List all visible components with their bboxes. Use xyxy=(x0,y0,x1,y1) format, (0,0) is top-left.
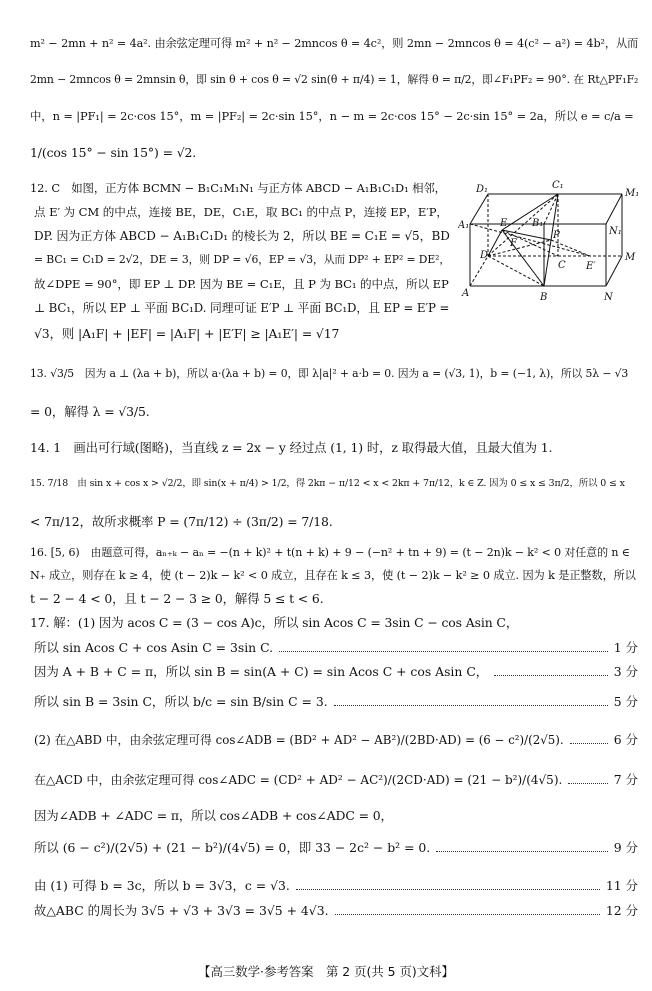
seg-DB xyxy=(488,256,544,286)
leader-dots xyxy=(494,675,608,676)
q17-step xyxy=(34,732,638,748)
label-A: A xyxy=(462,288,470,299)
q16-line-2: N₊ 成立，则存在 k ≥ 4，使 (t − 2)k − k² < 0 成立，且存在 k ≤ 3，使 (t − 2)k − k² ≥ 0 成立. 因为 k 是正整数，所以 xyxy=(30,569,636,582)
q13-line-2: = 0，解得 λ = √3/5. xyxy=(30,404,150,419)
step-text: 故△ABC 的周长为 3√5 + √3 + 3√3 = 3√5 + 4√3. xyxy=(34,903,329,918)
label-F: F xyxy=(510,238,517,249)
q16-line-3: t − 2 − 4 < 0，且 t − 2 − 3 ≥ 0，解得 5 ≤ t < 6. xyxy=(30,591,324,606)
edge-A1D1 xyxy=(470,194,488,224)
step-text: 由 (1) 可得 b = 3c，所以 b = 3√3，c = √3. xyxy=(34,878,290,893)
edge-N1M1 xyxy=(606,194,622,224)
q17-step xyxy=(34,640,638,656)
leader-dots xyxy=(296,889,600,890)
q12-line-7: √3，则 |A₁F| + |EF| = |A₁F| + |E′F| ≥ |A₁E′| = √17 xyxy=(34,326,340,341)
label-P: P xyxy=(553,230,560,241)
q17-step xyxy=(34,694,638,710)
q17-step xyxy=(34,840,638,856)
page-footer: 【高三数学·参考答案 第 2 页(共 5 页)文科】 xyxy=(198,964,454,979)
label-E: E xyxy=(500,218,508,229)
leader-dots xyxy=(334,705,608,706)
seg-PE2 xyxy=(551,240,590,256)
step-text: (2) 在△ABD 中，由余弦定理可得 cos∠ADB = (BD² + AD² − AB²)/(2BD·AD) = (6 − c²)/(2√5). xyxy=(34,733,564,747)
q12-line-6: ⊥ BC₁，所以 EP ⊥ 平面 BC₁D. 同理可证 E′P ⊥ 平面 BC₁D，且 EP = E′P = xyxy=(34,301,450,315)
step-text: 所以 sin Acos C + cos Asin C = 3sin C. xyxy=(34,640,274,655)
leader-dots xyxy=(335,914,600,915)
q17-step xyxy=(34,664,638,680)
leader-dots xyxy=(570,743,608,744)
q15-line-2: < 7π/12，故所求概率 P = (7π/12) ÷ (3π/2) = 7/18. xyxy=(30,514,333,529)
q12-line-4: = BC₁ = C₁D = 2√2，DE = 3，则 DP = √6，EP = √3，从而 DP² + EP² = DE²， xyxy=(34,253,451,266)
cube-diagram xyxy=(458,176,648,316)
step-points: 5 分 xyxy=(613,694,638,709)
label-A1: A₁ xyxy=(458,220,470,231)
label-D1: D₁ xyxy=(476,184,489,195)
q17-step xyxy=(34,772,638,788)
step-points: 7 分 xyxy=(613,772,638,787)
label-C: C xyxy=(558,260,566,271)
q17-step xyxy=(34,878,638,894)
label-B1: B₁ xyxy=(532,218,544,229)
step-text: 在△ACD 中，由余弦定理可得 cos∠ADC = (CD² + AD² − AC²)/(2CD·AD) = (21 − b²)/(4√5). xyxy=(34,773,563,787)
step-points: 3 分 xyxy=(613,664,638,679)
leader-dots xyxy=(436,851,608,852)
q16-line-1: 16. [5, 6) 由题意可得，aₙ₊ₖ − aₙ = −(n + k)² + t(n + k) + 9 − (−n² + tn + 9) = (t − 2n)k − k² < 0 对任意的 n ∈ xyxy=(30,546,630,559)
q14-line-1: 14. 1 画出可行域(图略)，当直线 z = 2x − y 经过点 (1, 1) 时，z 取得最大值，且最大值为 1. xyxy=(30,440,553,455)
step-points: 9 分 xyxy=(613,840,638,855)
q15-line-1: 15. 7/18 由 sin x + cos x > √2/2，即 sin(x + π/4) > 1/2，得 2kπ − π/12 < x < 2kπ + 7π/12，k ∈ Z. 因为 0 ≤ x ≤ 3π/2，所以 0 ≤ x xyxy=(30,478,625,489)
q11-line-3: 中，n = |PF₁| = 2c·cos 15°，m = |PF₂| = 2c·sin 15°，n − m = 2c·cos 15° − 2c·sin 15° = 2a，所以 e = c/a = xyxy=(30,109,634,123)
step-points: 11 分 xyxy=(605,878,638,893)
q17-heading: 17. 解：(1) 因为 acos C = (3 − cos A)c，所以 sin Acos C = 3sin C − cos Asin C， xyxy=(30,615,519,630)
label-M: M xyxy=(625,252,636,263)
label-C1: C₁ xyxy=(552,180,564,191)
label-B: B xyxy=(540,292,548,303)
step-points: 1 分 xyxy=(613,640,638,655)
step-text: 所以 (6 − c²)/(2√5) + (21 − b²)/(4√5) = 0，即 33 − 2c² − b² = 0. xyxy=(34,840,431,855)
label-M1: M₁ xyxy=(625,188,640,199)
leader-dots xyxy=(568,783,607,784)
step-text: 因为 A + B + C = π，所以 sin B = sin(A + C) = sin Acos C + cos Asin C， xyxy=(34,664,489,679)
seg-EC1 xyxy=(502,194,558,230)
step-points: 12 分 xyxy=(605,903,638,918)
q17-mid-line: 因为∠ADB + ∠ADC = π，所以 cos∠ADB + cos∠ADC = 0， xyxy=(34,808,393,823)
q12-line-5: 故∠DPE = 90°，即 EP ⊥ DP. 因为 BE = C₁E，且 P 为 BC₁ 的中点，所以 EP xyxy=(34,277,449,291)
q11-line-4: 1/(cos 15° − sin 15°) = √2. xyxy=(30,145,197,160)
q17-step xyxy=(34,903,638,919)
label-D: D xyxy=(480,250,489,261)
label-N: N xyxy=(604,292,613,303)
seg-DE xyxy=(488,230,502,256)
step-points: 6 分 xyxy=(613,732,638,747)
q12-line-2: 点 E′ 为 CM 的中点，连接 BE，DE，C₁E，取 BC₁ 的中点 P，连接 EP，E′P， xyxy=(34,205,448,219)
step-text: 所以 sin B = 3sin C，所以 b/c = sin B/sin C = 3. xyxy=(34,694,328,709)
label-E-prime: E′ xyxy=(586,261,596,272)
q13-line-1: 13. √3/5 因为 a ⊥ (λa + b)，所以 a·(λa + b) = 0，即 λ|a|² + a·b = 0. 因为 a = (√3, 1)，b = (−1, λ)，所以 5λ − √3 xyxy=(30,367,629,380)
edge-NM xyxy=(606,256,622,286)
label-N1: N₁ xyxy=(609,226,622,237)
q12-line-1: 12. C 如图，正方体 BCMN − B₁C₁M₁N₁ 与正方体 ABCD − A₁B₁C₁D₁ 相邻， xyxy=(30,181,446,195)
q11-line-1: m² − 2mn + n² = 4a². 由余弦定理可得 m² + n² − 2mncos θ = 4c²，则 2mn − 2mncos θ = 4(c² − a²) = 4b²，从而 xyxy=(30,37,639,50)
q12-line-3: DP. 因为正方体 ABCD − A₁B₁C₁D₁ 的棱长为 2，所以 BE = C₁E = √5，BD xyxy=(34,229,450,243)
q11-line-2: 2mn − 2mncos θ = 2mnsin θ，即 sin θ + cos θ = √2 sin(θ + π/4) = 1，解得 θ = π/2，即∠F₁PF₂ = 90°. 在 Rt△PF₁F₂ xyxy=(30,73,639,86)
leader-dots xyxy=(279,651,608,652)
